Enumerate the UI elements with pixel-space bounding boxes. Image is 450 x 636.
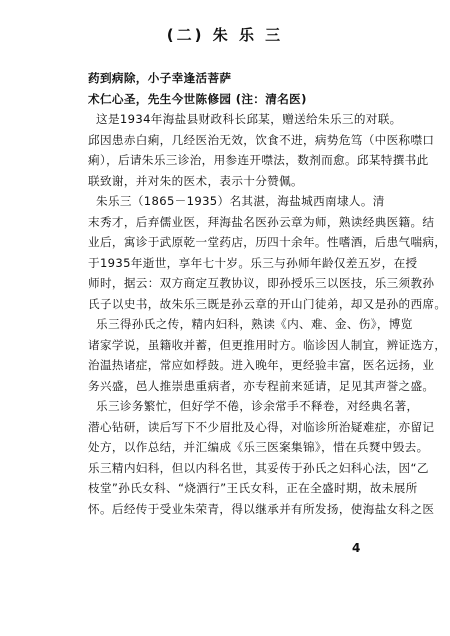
paragraph-line: 朱乐三（1865－1935）名其湛，海盐城西南埭人。清 [96, 194, 385, 208]
paragraph-line: 于1935年逝世，享年七十岁。乐三与孙师年龄仅差五岁，在授 [88, 255, 418, 270]
paragraph-line: 末秀才，后弃儒业医，拜海盐名医孙云章为师，熟读经典医籍。结 [88, 214, 435, 229]
paragraph-line: 乐三得孙氏之传，精内妇科，熟读《内、难、金、伤》，博览 [96, 317, 413, 331]
paragraph-line: 这是1934年海盐县财政科长邱某，赠送给朱乐三的对联。 [96, 112, 402, 126]
paragraph-line: 师时，据云：双方商定互教协议，即孙授乐三以医技，乐三须教孙 [88, 276, 435, 290]
paragraph-line: 氏子以史书，故朱乐三既是孙云章的开山门徒弟，却又是孙的西席。 [88, 296, 447, 311]
couplet-line-1: 药到病除，小子幸逢活菩萨 [88, 71, 232, 85]
paragraph-line: 怀。后经传于受业朱荣青，得以继承并有所发扬，使海盐女科之医 [88, 501, 435, 516]
paragraph-line: 乐三精内妇科，但以内科名世，其妥传于孙氏之妇科心法，因“乙 [88, 460, 429, 475]
paragraph-line: 处方，以作总结，并汇编成《乐三医案集锦》，惜在兵燹中毁去。 [88, 440, 429, 454]
paragraph-line: 诸家学说，虽籍收并蓄，但更推用时方。临诊因人制宜，辨证选方， [88, 337, 447, 352]
page-number: 4 [352, 541, 361, 555]
body-text [88, 68, 447, 519]
section-title: (二) 朱 乐 三 [166, 26, 284, 44]
paragraph-line: 务兴盛，邑人推崇患重病者，亦专程前来延请，足见其声誉之盛。 [88, 378, 435, 393]
paragraph-line: 枝堂”孙氏女科、“烧酒行”王氏女科，正在全盛时期，故未展所 [88, 481, 418, 495]
paragraph-line: 痢），后请朱乐三诊治，用参连开噤法，数剂而愈。邱某特撰书此 [88, 153, 429, 167]
paragraph-line: 治温热诸症，常应如桴鼓。进入晚年，更经验丰富，医名远扬，业 [88, 358, 435, 372]
paragraph-line: 邱因患赤白痢，几经医治无效，饮食不进，病势危笃（中医称噤口 [88, 132, 435, 147]
paragraph-line: 潜心钻研，读后写下不少眉批及心得，对临诊所治疑难症，亦留记 [88, 419, 435, 434]
paragraph-line: 业后，寓诊于武原乾一堂药店，历四十余年。性嗜酒，后患气喘病， [88, 235, 447, 249]
paragraph-line: 联致谢，并对朱的医术，表示十分赞佩。 [88, 173, 303, 188]
paragraph-line: 乐三诊务繁忙，但好学不倦，诊余常手不释卷，对经典名著， [96, 399, 419, 413]
couplet-line-2: 术仁心圣，先生今世陈修园 (注：清名医) [88, 91, 307, 106]
